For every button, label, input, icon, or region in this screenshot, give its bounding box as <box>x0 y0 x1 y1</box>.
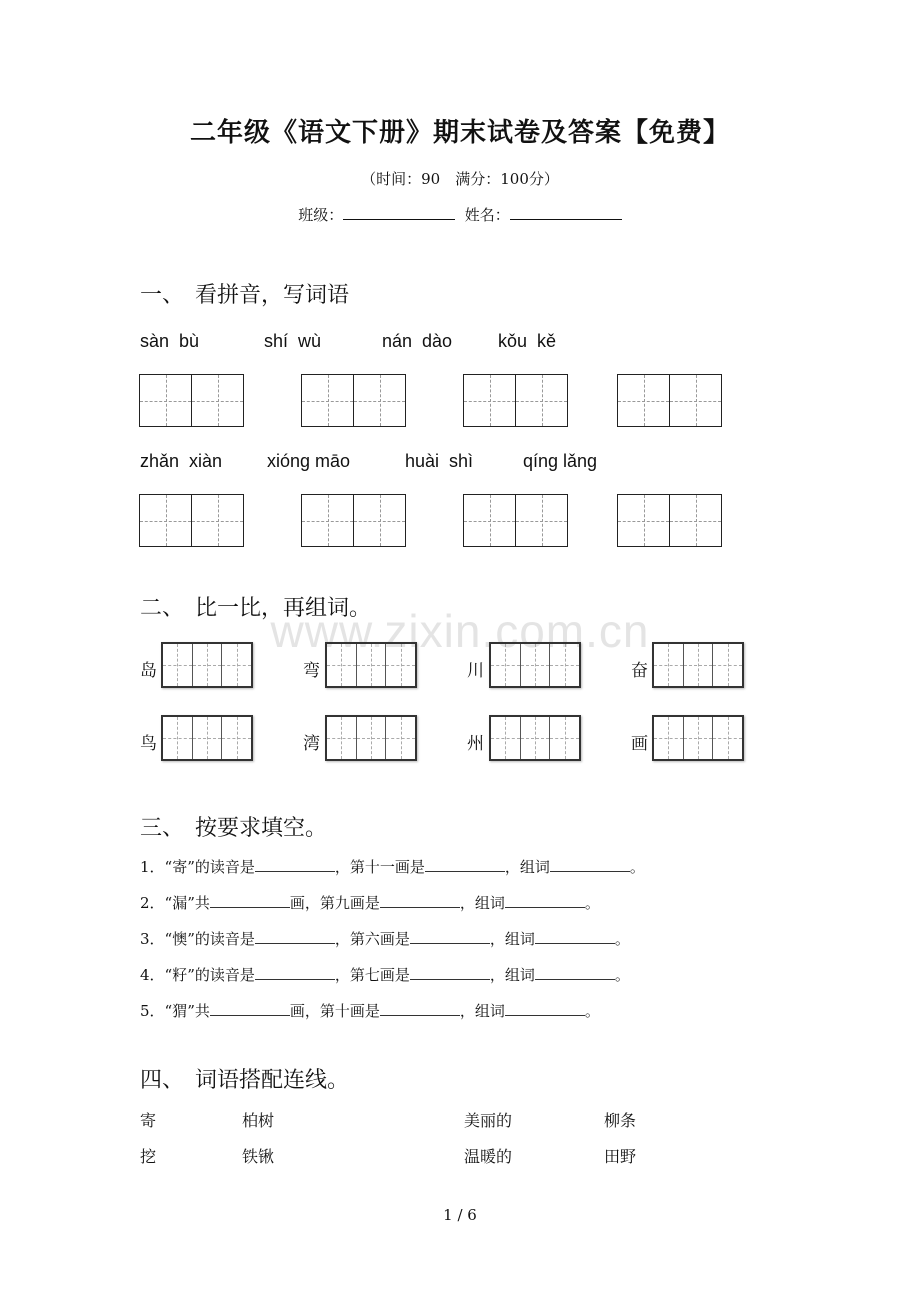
question-text: ，组词 <box>489 930 535 948</box>
answer-blank[interactable] <box>535 929 615 944</box>
writing-grid[interactable] <box>301 374 406 427</box>
pinyin-label: sàn bù <box>140 331 200 351</box>
section-1-heading: 一、 看拼音，写词语 <box>140 283 350 308</box>
answer-blank[interactable] <box>425 857 505 872</box>
fill-question-3 <box>140 928 630 949</box>
student-info-line <box>0 204 920 225</box>
section-2-heading: 二、 比一比，再组词。 <box>140 596 372 621</box>
exam-info: （时间：90 满分：100分） <box>361 170 559 188</box>
writing-grid[interactable] <box>139 374 244 427</box>
char-label: 州 <box>467 734 484 754</box>
fill-question-4 <box>140 964 630 985</box>
writing-grid[interactable] <box>617 374 722 427</box>
word-grid[interactable] <box>161 715 253 761</box>
match-word[interactable]: 挖 <box>140 1147 157 1166</box>
pinyin-label: kǒu kě <box>498 331 557 351</box>
writing-grid[interactable] <box>463 374 568 427</box>
match-word[interactable]: 铁锹 <box>242 1147 275 1166</box>
word-grid[interactable] <box>489 642 581 688</box>
pinyin-label: xióng māo <box>267 451 351 471</box>
match-word[interactable]: 田野 <box>604 1147 637 1166</box>
char-label: 弯 <box>303 661 320 681</box>
word-grid[interactable] <box>489 715 581 761</box>
question-text: ，第六画是 <box>334 930 410 948</box>
fill-question-1 <box>140 856 645 877</box>
question-text: 画，第九画是 <box>289 894 380 912</box>
question-text: 1．“寄”的读音是 <box>140 858 255 876</box>
pinyin-label: shí wù <box>264 331 322 351</box>
question-text: ，组词 <box>504 858 550 876</box>
question-text: ，组词 <box>459 1002 505 1020</box>
char-label: 画 <box>631 734 648 754</box>
question-text: 2．“漏”共 <box>140 894 210 912</box>
question-text: 3．“懊”的读音是 <box>140 930 255 948</box>
answer-blank[interactable] <box>255 857 335 872</box>
answer-blank[interactable] <box>535 965 615 980</box>
char-label: 奋 <box>631 661 648 681</box>
char-label: 岛 <box>140 661 157 681</box>
answer-blank[interactable] <box>210 893 290 908</box>
answer-blank[interactable] <box>255 965 335 980</box>
watermark: www.zixin.com.cn <box>270 605 650 657</box>
question-text: ，组词 <box>489 966 535 984</box>
question-text: 画，第十画是 <box>289 1002 380 1020</box>
pinyin-label: huài shì <box>405 451 474 471</box>
answer-blank[interactable] <box>380 893 460 908</box>
word-grid[interactable] <box>325 715 417 761</box>
match-word[interactable]: 柏树 <box>242 1111 275 1130</box>
question-text: 。 <box>614 966 630 984</box>
writing-grid[interactable] <box>301 494 406 547</box>
answer-blank[interactable] <box>505 893 585 908</box>
section-3-heading: 三、 按要求填空。 <box>140 816 328 841</box>
question-text: ，组词 <box>459 894 505 912</box>
fill-question-5 <box>140 1000 600 1021</box>
char-label: 川 <box>467 661 484 681</box>
match-word[interactable]: 寄 <box>140 1111 157 1130</box>
char-label: 湾 <box>303 734 320 754</box>
writing-grid[interactable] <box>139 494 244 547</box>
word-grid[interactable] <box>325 642 417 688</box>
char-label: 鸟 <box>140 734 157 754</box>
answer-blank[interactable] <box>410 929 490 944</box>
match-word[interactable]: 柳条 <box>604 1111 637 1130</box>
class-label: 班级： <box>298 206 344 224</box>
name-label: 姓名： <box>464 206 510 224</box>
name-blank[interactable] <box>510 205 622 220</box>
pinyin-label: qíng lǎng <box>523 451 598 471</box>
question-text: 。 <box>584 1002 600 1020</box>
word-grid[interactable] <box>161 642 253 688</box>
word-grid[interactable] <box>652 715 744 761</box>
answer-blank[interactable] <box>410 965 490 980</box>
match-word[interactable]: 温暖的 <box>464 1147 513 1166</box>
answer-blank[interactable] <box>550 857 630 872</box>
fill-question-2 <box>140 892 600 913</box>
pinyin-label: zhǎn xiàn <box>140 451 223 471</box>
page-title: 二年级《语文下册》期末试卷及答案【免费】 <box>189 118 730 148</box>
question-text: 。 <box>629 858 645 876</box>
question-text: 。 <box>614 930 630 948</box>
pinyin-label: nán dào <box>382 331 453 351</box>
writing-grid[interactable] <box>617 494 722 547</box>
page-number: 1 / 6 <box>443 1206 477 1224</box>
answer-blank[interactable] <box>255 929 335 944</box>
word-grid[interactable] <box>652 642 744 688</box>
question-text: ，第七画是 <box>334 966 410 984</box>
question-text: 。 <box>584 894 600 912</box>
answer-blank[interactable] <box>380 1001 460 1016</box>
question-text: 5．“猬”共 <box>140 1002 210 1020</box>
section-4-heading: 四、 词语搭配连线。 <box>140 1068 350 1093</box>
answer-blank[interactable] <box>210 1001 290 1016</box>
match-word[interactable]: 美丽的 <box>464 1111 513 1130</box>
writing-grid[interactable] <box>463 494 568 547</box>
class-blank[interactable] <box>343 205 455 220</box>
question-text: ，第十一画是 <box>334 858 425 876</box>
answer-blank[interactable] <box>505 1001 585 1016</box>
question-text: 4．“籽”的读音是 <box>140 966 255 984</box>
